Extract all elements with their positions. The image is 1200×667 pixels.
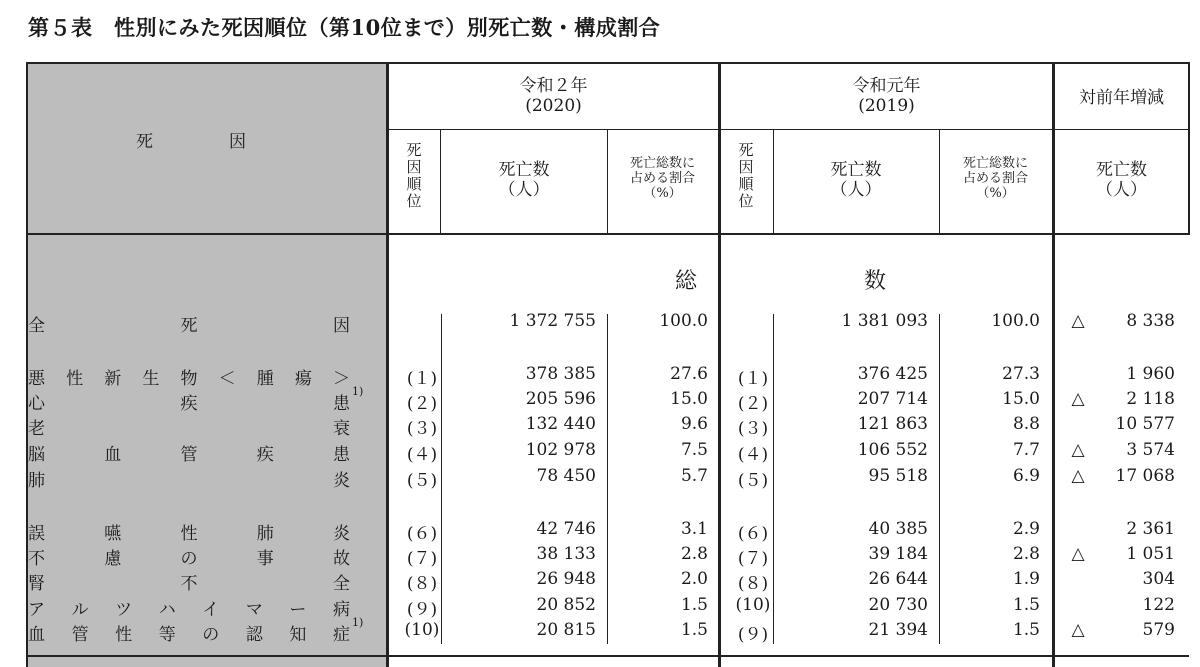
rank-2020: (８) [406, 574, 438, 594]
rank-2019: (10) [735, 595, 771, 615]
deaths-2019: 39 184 [868, 544, 928, 564]
death-cause-table [26, 62, 1190, 667]
ratio-2020: 27.6 [670, 364, 708, 384]
rank-2019-header: 死 因 順 位 [738, 141, 754, 210]
deaths-2019: 106 552 [857, 440, 928, 460]
rank-2019: (３) [737, 419, 769, 439]
change-deaths: 579 [1142, 620, 1175, 640]
deaths-2020: 26 948 [536, 569, 596, 589]
ratio-2019: 6.9 [1012, 466, 1040, 486]
table-row [26, 414, 1190, 439]
deaths-2020: 378 385 [525, 364, 596, 384]
decrease-marker: △ [1071, 440, 1085, 460]
table-row [26, 595, 1190, 620]
cause-name: 誤 嚥 性 肺 炎 [28, 524, 350, 544]
cause-name: 脳 血 管 疾 患 [28, 445, 350, 465]
ratio-2020: 3.1 [680, 519, 708, 539]
footnote-marker: 1) [352, 616, 364, 629]
ratio-2019: 2.8 [1012, 544, 1040, 564]
rank-2020: (２) [406, 394, 438, 414]
deaths-2019-header: 死亡数 （人） [830, 160, 882, 200]
change-deaths: 3 574 [1126, 440, 1175, 460]
cause-header: 死 因 [136, 132, 246, 152]
change-deaths: 8 338 [1126, 311, 1175, 331]
rank-2019: (６) [737, 524, 769, 544]
ratio-2019-header: 死亡総数に 占める割合 （%） [962, 156, 1028, 201]
change-deaths: 17 068 [1115, 466, 1175, 486]
ratio-2020-header: 死亡総数に 占める割合 （%） [629, 156, 695, 201]
year-2019-header: 令和元年 (2019) [852, 76, 921, 116]
table-row [26, 569, 1190, 594]
change-deaths: 1 051 [1126, 544, 1175, 564]
footnote-marker: 1) [352, 385, 364, 398]
table-row [26, 616, 1190, 645]
ratio-2020: 15.0 [670, 389, 708, 409]
deaths-2019: 207 714 [857, 389, 928, 409]
rank-2019: (４) [737, 445, 769, 465]
deaths-2019: 1 381 093 [841, 311, 928, 331]
ratio-2020: 2.8 [680, 544, 708, 564]
deaths-2019: 95 518 [868, 466, 928, 486]
section-label-total-1: 総 [675, 269, 700, 294]
table-row [26, 311, 1190, 336]
deaths-2020: 20 852 [536, 595, 596, 615]
table-row [26, 519, 1190, 544]
rank-2020: (３) [406, 419, 438, 439]
rank-2020: (６) [406, 524, 438, 544]
ratio-2019: 15.0 [1002, 389, 1040, 409]
deaths-2019: 376 425 [857, 364, 928, 384]
decrease-marker: △ [1071, 544, 1085, 564]
change-deaths: 122 [1142, 595, 1175, 615]
ratio-2019: 7.7 [1012, 440, 1040, 460]
change-deaths: 304 [1142, 569, 1175, 589]
cause-name: ア ル ツ ハ イ マ ー 病 [28, 600, 350, 620]
rank-2019: (２) [737, 394, 769, 414]
deaths-2019: 121 863 [857, 414, 928, 434]
change-deaths: 2 118 [1126, 389, 1175, 409]
deaths-2019: 26 644 [868, 569, 928, 589]
deaths-2020-header: 死亡数 （人） [498, 160, 550, 200]
deaths-2020: 42 746 [536, 519, 596, 539]
change-deaths: 10 577 [1115, 414, 1175, 434]
rank-2020: (10) [404, 620, 440, 640]
cause-name: 血 管 性 等 の 認 知 症 [28, 625, 350, 645]
rank-2019: (１) [737, 369, 769, 389]
ratio-2019: 8.8 [1012, 414, 1040, 434]
deaths-2020: 1 372 755 [509, 311, 596, 331]
deaths-2020: 78 450 [536, 466, 596, 486]
ratio-2019: 2.9 [1012, 519, 1040, 539]
cause-name: 全 死 因 [28, 316, 350, 336]
cause-name: 心 疾 患 [28, 394, 350, 414]
ratio-2019: 1.5 [1012, 595, 1040, 615]
ratio-2020: 7.5 [680, 440, 708, 460]
table-row [26, 544, 1190, 569]
rank-2020: (４) [406, 445, 438, 465]
rank-2020: (９) [406, 600, 438, 620]
change-deaths-header: 死亡数 （人） [1096, 160, 1147, 200]
rank-2019: (９) [737, 625, 769, 645]
rank-2020: (１) [406, 369, 438, 389]
cause-name: 腎 不 全 [28, 574, 350, 594]
ratio-2019: 1.5 [1012, 620, 1040, 640]
decrease-marker: △ [1071, 466, 1085, 486]
decrease-marker: △ [1071, 311, 1085, 331]
ratio-2019: 1.9 [1012, 569, 1040, 589]
ratio-2020: 5.7 [680, 466, 708, 486]
rank-2020: (５) [406, 471, 438, 491]
deaths-2020: 102 978 [525, 440, 596, 460]
decrease-marker: △ [1071, 620, 1085, 640]
deaths-2019: 40 385 [868, 519, 928, 539]
ratio-2020: 2.0 [680, 569, 708, 589]
decrease-marker: △ [1071, 389, 1085, 409]
deaths-2020: 132 440 [525, 414, 596, 434]
year-2020-header: 令和２年 (2020) [519, 76, 588, 116]
deaths-2020: 20 815 [536, 620, 596, 640]
table-row [26, 440, 1190, 465]
ratio-2020: 1.5 [680, 595, 708, 615]
ratio-2019: 27.3 [1002, 364, 1040, 384]
rank-2019: (５) [737, 471, 769, 491]
table-row [26, 466, 1190, 491]
cause-name: 老 衰 [28, 419, 350, 439]
change-deaths: 1 960 [1126, 364, 1175, 384]
ratio-2020: 100.0 [659, 311, 708, 331]
ratio-2020: 1.5 [680, 620, 708, 640]
deaths-2020: 38 133 [536, 544, 596, 564]
section-label-total-2: 数 [864, 269, 887, 294]
rank-2020-header: 死 因 順 位 [406, 141, 422, 210]
cause-name: 不 慮 の 事 故 [28, 549, 350, 569]
cause-name: 悪 性 新 生 物 ＜ 腫 瘍 ＞ [28, 369, 350, 389]
deaths-2019: 20 730 [868, 595, 928, 615]
table-row [26, 385, 1190, 414]
deaths-2019: 21 394 [868, 620, 928, 640]
rank-2019: (７) [737, 549, 769, 569]
ratio-2020: 9.6 [680, 414, 708, 434]
deaths-2020: 205 596 [525, 389, 596, 409]
table-row [26, 364, 1190, 389]
cause-name: 肺 炎 [28, 471, 350, 491]
rank-2020: (７) [406, 549, 438, 569]
rank-2019: (８) [737, 574, 769, 594]
ratio-2019: 100.0 [991, 311, 1040, 331]
change-deaths: 2 361 [1126, 519, 1175, 539]
page-title: 第５表 性別にみた死因順位（第10位まで）別死亡数・構成割合 [28, 15, 661, 40]
change-header: 対前年増減 [1079, 88, 1164, 108]
